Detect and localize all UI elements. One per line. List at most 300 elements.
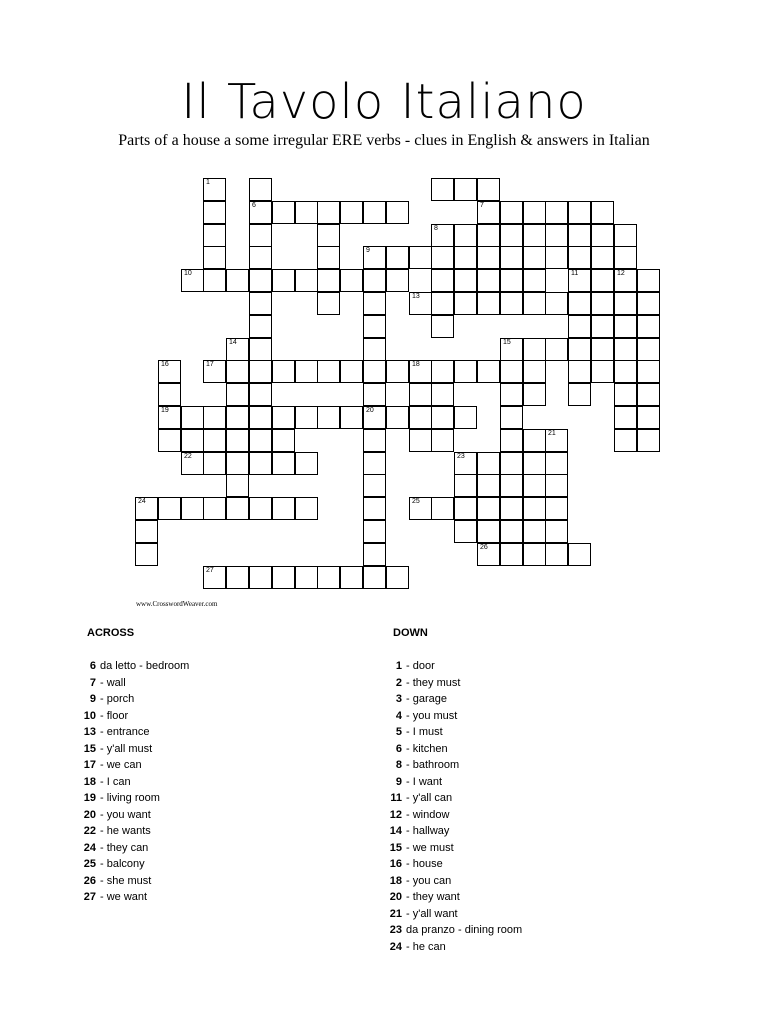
grid-cell[interactable] bbox=[523, 201, 546, 224]
grid-cell[interactable] bbox=[500, 497, 523, 520]
grid-cell[interactable] bbox=[226, 383, 249, 406]
grid-cell[interactable] bbox=[477, 246, 500, 269]
grid-cell[interactable] bbox=[614, 269, 637, 292]
grid-cell[interactable] bbox=[386, 246, 409, 269]
across-clue bbox=[76, 856, 189, 873]
clue-text: - hallway bbox=[406, 825, 450, 837]
grid-cell[interactable] bbox=[340, 406, 363, 429]
grid-cell[interactable] bbox=[477, 292, 500, 315]
grid-cell[interactable] bbox=[272, 406, 295, 429]
grid-cell[interactable] bbox=[203, 246, 226, 269]
grid-cell[interactable] bbox=[249, 201, 272, 224]
grid-cell[interactable] bbox=[386, 406, 409, 429]
clue-number: 20 bbox=[366, 407, 374, 414]
grid-cell[interactable] bbox=[135, 543, 158, 566]
grid-cell[interactable] bbox=[545, 429, 568, 452]
clue-text: da pranzo - dining room bbox=[406, 924, 523, 936]
clue-text: - floor bbox=[100, 709, 129, 722]
grid-cell[interactable] bbox=[272, 429, 295, 452]
clue-text: - I can bbox=[100, 775, 131, 788]
grid-cell[interactable] bbox=[226, 338, 249, 361]
grid-cell[interactable] bbox=[317, 360, 340, 383]
clue-num: 20 bbox=[83, 808, 96, 821]
grid-cell[interactable] bbox=[363, 406, 386, 429]
grid-cell[interactable] bbox=[614, 224, 637, 247]
clue-num: 16 bbox=[389, 858, 402, 870]
down-clue bbox=[382, 741, 522, 758]
clue-num: 7 bbox=[89, 676, 96, 689]
grid-cell[interactable] bbox=[523, 292, 546, 315]
clue-num: 20 bbox=[389, 891, 402, 903]
down-heading: DOWN bbox=[393, 627, 428, 639]
grid-cell[interactable] bbox=[272, 201, 295, 224]
grid-cell[interactable] bbox=[363, 338, 386, 361]
grid-cell[interactable] bbox=[500, 429, 523, 452]
clue-number: 1 bbox=[206, 179, 210, 186]
grid-cell[interactable] bbox=[568, 383, 591, 406]
grid-cell[interactable] bbox=[363, 543, 386, 566]
grid-cell[interactable] bbox=[614, 338, 637, 361]
grid-cell[interactable] bbox=[545, 201, 568, 224]
clue-num: 9 bbox=[89, 693, 96, 705]
clue-number: 17 bbox=[206, 361, 214, 368]
clue-text: - you can bbox=[406, 874, 452, 887]
grid-cell[interactable] bbox=[203, 452, 226, 475]
clue-number: 11 bbox=[571, 270, 579, 277]
grid-cell[interactable] bbox=[637, 406, 660, 429]
grid-cell[interactable] bbox=[637, 269, 660, 292]
grid-cell[interactable] bbox=[181, 452, 204, 475]
grid-cell[interactable] bbox=[477, 224, 500, 247]
grid-cell[interactable] bbox=[249, 246, 272, 269]
down-clue-list bbox=[382, 658, 522, 955]
grid-cell[interactable] bbox=[249, 497, 272, 520]
grid-cell[interactable] bbox=[477, 497, 500, 520]
clue-num: 11 bbox=[390, 792, 402, 804]
clue-num: 27 bbox=[83, 891, 96, 903]
grid-cell[interactable] bbox=[614, 383, 637, 406]
grid-cell[interactable] bbox=[545, 474, 568, 497]
grid-cell[interactable] bbox=[272, 360, 295, 383]
across-clue bbox=[76, 675, 189, 692]
grid-cell[interactable] bbox=[272, 566, 295, 589]
grid-cell[interactable] bbox=[158, 383, 181, 406]
grid-cell[interactable] bbox=[454, 269, 477, 292]
grid-cell[interactable] bbox=[386, 360, 409, 383]
clue-text: - balcony bbox=[100, 858, 145, 870]
across-clue bbox=[76, 840, 189, 857]
down-clue bbox=[382, 658, 522, 675]
grid-cell[interactable] bbox=[158, 429, 181, 452]
grid-cell[interactable] bbox=[226, 406, 249, 429]
clue-number: 15 bbox=[503, 339, 511, 346]
clue-text: - bathroom bbox=[406, 759, 460, 771]
grid-cell[interactable] bbox=[454, 360, 477, 383]
page-title: Il Tavolo Italiano bbox=[181, 74, 587, 130]
grid-cell[interactable] bbox=[591, 201, 614, 224]
across-clue bbox=[76, 757, 189, 774]
clue-num: 12 bbox=[389, 808, 402, 821]
grid-cell[interactable] bbox=[477, 543, 500, 566]
grid-cell[interactable] bbox=[363, 497, 386, 520]
grid-cell[interactable] bbox=[477, 452, 500, 475]
grid-cell[interactable] bbox=[340, 201, 363, 224]
grid-cell[interactable] bbox=[249, 406, 272, 429]
grid-cell[interactable] bbox=[295, 201, 318, 224]
grid-cell[interactable] bbox=[317, 201, 340, 224]
grid-cell[interactable] bbox=[158, 406, 181, 429]
clue-number: 8 bbox=[434, 225, 438, 232]
clue-text: da letto - bedroom bbox=[100, 660, 190, 672]
grid-cell[interactable] bbox=[203, 406, 226, 429]
grid-cell[interactable] bbox=[363, 383, 386, 406]
grid-cell[interactable] bbox=[135, 520, 158, 543]
grid-cell[interactable] bbox=[431, 292, 454, 315]
grid-cell[interactable] bbox=[500, 269, 523, 292]
grid-cell[interactable] bbox=[249, 224, 272, 247]
grid-cell[interactable] bbox=[363, 429, 386, 452]
across-clue bbox=[76, 889, 189, 906]
grid-cell[interactable] bbox=[454, 520, 477, 543]
clue-num: 6 bbox=[395, 742, 402, 755]
grid-cell[interactable] bbox=[249, 292, 272, 315]
grid-cell[interactable] bbox=[203, 429, 226, 452]
clue-text: - y'all want bbox=[406, 907, 458, 920]
grid-cell[interactable] bbox=[568, 360, 591, 383]
grid-cell[interactable] bbox=[568, 338, 591, 361]
across-clue bbox=[76, 708, 189, 725]
grid-cell[interactable] bbox=[637, 383, 660, 406]
grid-cell[interactable] bbox=[203, 566, 226, 589]
grid-cell[interactable] bbox=[181, 429, 204, 452]
credit-text: www.CrosswordWeaver.com bbox=[136, 600, 218, 608]
grid-cell[interactable] bbox=[226, 452, 249, 475]
clue-number: 27 bbox=[206, 567, 214, 574]
grid-cell[interactable] bbox=[249, 338, 272, 361]
grid-cell[interactable] bbox=[591, 338, 614, 361]
grid-cell[interactable] bbox=[181, 269, 204, 292]
grid-cell[interactable] bbox=[477, 520, 500, 543]
down-clue bbox=[382, 840, 522, 857]
clue-text: - I want bbox=[406, 775, 443, 788]
grid-cell[interactable] bbox=[568, 246, 591, 269]
grid-cell[interactable] bbox=[523, 383, 546, 406]
grid-cell[interactable] bbox=[523, 543, 546, 566]
grid-cell[interactable] bbox=[386, 566, 409, 589]
across-clue bbox=[76, 741, 189, 758]
grid-cell[interactable] bbox=[317, 566, 340, 589]
down-clue bbox=[382, 922, 522, 939]
grid-cell[interactable] bbox=[637, 292, 660, 315]
grid-cell[interactable] bbox=[523, 429, 546, 452]
across-clue bbox=[76, 658, 189, 675]
grid-cell[interactable] bbox=[226, 269, 249, 292]
grid-cell[interactable] bbox=[363, 246, 386, 269]
grid-cell[interactable] bbox=[454, 246, 477, 269]
grid-cell[interactable] bbox=[431, 383, 454, 406]
grid-cell[interactable] bbox=[500, 292, 523, 315]
grid-cell[interactable] bbox=[477, 360, 500, 383]
grid-cell[interactable] bbox=[295, 452, 318, 475]
clue-num: 1 bbox=[395, 660, 402, 672]
grid-cell[interactable] bbox=[317, 246, 340, 269]
clue-text: - y'all must bbox=[100, 742, 153, 755]
grid-cell[interactable] bbox=[363, 269, 386, 292]
grid-cell[interactable] bbox=[409, 497, 432, 520]
clue-text: - porch bbox=[100, 693, 135, 705]
clue-num: 25 bbox=[83, 858, 96, 870]
grid-cell[interactable] bbox=[568, 224, 591, 247]
grid-cell[interactable] bbox=[226, 474, 249, 497]
grid-cell[interactable] bbox=[454, 178, 477, 201]
grid-cell[interactable] bbox=[523, 246, 546, 269]
grid-cell[interactable] bbox=[500, 406, 523, 429]
grid-cell[interactable] bbox=[203, 178, 226, 201]
grid-cell[interactable] bbox=[409, 429, 432, 452]
grid-cell[interactable] bbox=[614, 315, 637, 338]
grid-cell[interactable] bbox=[226, 566, 249, 589]
grid-cell[interactable] bbox=[545, 543, 568, 566]
clue-num: 4 bbox=[395, 709, 402, 722]
grid-cell[interactable] bbox=[614, 246, 637, 269]
clue-text: - door bbox=[406, 660, 435, 672]
grid-cell[interactable] bbox=[523, 520, 546, 543]
grid-cell[interactable] bbox=[523, 497, 546, 520]
grid-cell[interactable] bbox=[431, 315, 454, 338]
grid-cell[interactable] bbox=[295, 566, 318, 589]
grid-cell[interactable] bbox=[568, 269, 591, 292]
grid-cell[interactable] bbox=[431, 406, 454, 429]
grid-cell[interactable] bbox=[545, 292, 568, 315]
grid-cell[interactable] bbox=[523, 452, 546, 475]
grid-cell[interactable] bbox=[431, 360, 454, 383]
grid-cell[interactable] bbox=[614, 360, 637, 383]
grid-cell[interactable] bbox=[181, 497, 204, 520]
grid-cell[interactable] bbox=[317, 224, 340, 247]
grid-cell[interactable] bbox=[568, 201, 591, 224]
clue-num: 24 bbox=[389, 940, 402, 953]
grid-cell[interactable] bbox=[272, 497, 295, 520]
grid-cell[interactable] bbox=[363, 474, 386, 497]
clue-text: - they want bbox=[406, 891, 460, 903]
grid-cell[interactable] bbox=[386, 269, 409, 292]
grid-cell[interactable] bbox=[409, 360, 432, 383]
grid-cell[interactable] bbox=[591, 292, 614, 315]
grid-cell[interactable] bbox=[637, 338, 660, 361]
grid-cell[interactable] bbox=[431, 429, 454, 452]
grid-cell[interactable] bbox=[591, 360, 614, 383]
grid-cell[interactable] bbox=[249, 452, 272, 475]
grid-cell[interactable] bbox=[454, 224, 477, 247]
grid-cell[interactable] bbox=[317, 292, 340, 315]
grid-cell[interactable] bbox=[249, 429, 272, 452]
clue-text: - house bbox=[406, 858, 443, 870]
grid-cell[interactable] bbox=[500, 246, 523, 269]
grid-cell[interactable] bbox=[431, 497, 454, 520]
grid-cell[interactable] bbox=[272, 452, 295, 475]
grid-cell[interactable] bbox=[158, 360, 181, 383]
grid-cell[interactable] bbox=[363, 360, 386, 383]
grid-cell[interactable] bbox=[523, 269, 546, 292]
across-clue bbox=[76, 807, 189, 824]
grid-cell[interactable] bbox=[249, 269, 272, 292]
grid-cell[interactable] bbox=[317, 269, 340, 292]
grid-cell[interactable] bbox=[409, 406, 432, 429]
grid-cell[interactable] bbox=[454, 292, 477, 315]
clue-text: - they must bbox=[406, 676, 461, 689]
grid-cell[interactable] bbox=[500, 452, 523, 475]
grid-cell[interactable] bbox=[317, 406, 340, 429]
grid-cell[interactable] bbox=[500, 474, 523, 497]
grid-cell[interactable] bbox=[295, 406, 318, 429]
grid-cell[interactable] bbox=[431, 246, 454, 269]
grid-cell[interactable] bbox=[591, 315, 614, 338]
clue-number: 14 bbox=[229, 339, 237, 346]
clue-text: - he wants bbox=[100, 825, 151, 837]
grid-cell[interactable] bbox=[637, 360, 660, 383]
across-clue bbox=[76, 774, 189, 791]
grid-cell[interactable] bbox=[226, 360, 249, 383]
grid-cell[interactable] bbox=[477, 178, 500, 201]
grid-cell[interactable] bbox=[591, 224, 614, 247]
clue-number: 21 bbox=[548, 430, 556, 437]
grid-cell[interactable] bbox=[545, 246, 568, 269]
grid-cell[interactable] bbox=[363, 315, 386, 338]
clue-number: 13 bbox=[412, 293, 420, 300]
grid-cell[interactable] bbox=[272, 269, 295, 292]
grid-cell[interactable] bbox=[363, 520, 386, 543]
grid-cell[interactable] bbox=[431, 269, 454, 292]
clue-number: 18 bbox=[412, 361, 420, 368]
down-clue bbox=[382, 774, 522, 791]
clue-num: 6 bbox=[89, 660, 96, 672]
grid-cell[interactable] bbox=[500, 338, 523, 361]
clue-text: - kitchen bbox=[406, 742, 448, 755]
grid-cell[interactable] bbox=[431, 178, 454, 201]
clue-num: 9 bbox=[395, 775, 402, 788]
clue-num: 26 bbox=[83, 874, 96, 887]
grid-cell[interactable] bbox=[454, 497, 477, 520]
grid-cell[interactable] bbox=[431, 224, 454, 247]
across-clue bbox=[76, 790, 189, 807]
grid-cell[interactable] bbox=[203, 224, 226, 247]
grid-cell[interactable] bbox=[477, 269, 500, 292]
grid-cell[interactable] bbox=[500, 201, 523, 224]
grid-cell[interactable] bbox=[545, 224, 568, 247]
grid-cell[interactable] bbox=[409, 383, 432, 406]
grid-cell[interactable] bbox=[500, 360, 523, 383]
grid-cell[interactable] bbox=[454, 452, 477, 475]
grid-cell[interactable] bbox=[500, 224, 523, 247]
grid-cell[interactable] bbox=[249, 315, 272, 338]
clue-text: - garage bbox=[406, 693, 447, 705]
grid-cell[interactable] bbox=[614, 429, 637, 452]
clue-text: - you want bbox=[100, 808, 151, 821]
across-clue bbox=[76, 823, 189, 840]
grid-cell[interactable] bbox=[545, 520, 568, 543]
grid-cell[interactable] bbox=[545, 452, 568, 475]
clue-num: 22 bbox=[83, 825, 96, 837]
grid-cell[interactable] bbox=[614, 292, 637, 315]
grid-cell[interactable] bbox=[203, 269, 226, 292]
grid-cell[interactable] bbox=[477, 201, 500, 224]
grid-cell[interactable] bbox=[363, 452, 386, 475]
grid-cell[interactable] bbox=[340, 566, 363, 589]
grid-cell[interactable] bbox=[363, 566, 386, 589]
grid-cell[interactable] bbox=[226, 429, 249, 452]
grid-cell[interactable] bbox=[637, 429, 660, 452]
clue-number: 16 bbox=[161, 361, 169, 368]
down-clue bbox=[382, 807, 522, 824]
clue-number: 6 bbox=[252, 202, 256, 209]
grid-cell[interactable] bbox=[523, 338, 546, 361]
clue-num: 15 bbox=[83, 742, 96, 755]
grid-cell[interactable] bbox=[477, 474, 500, 497]
grid-cell[interactable] bbox=[523, 474, 546, 497]
grid-cell[interactable] bbox=[386, 201, 409, 224]
grid-cell[interactable] bbox=[568, 543, 591, 566]
grid-cell[interactable] bbox=[249, 566, 272, 589]
grid-cell[interactable] bbox=[249, 383, 272, 406]
clue-text: - window bbox=[406, 808, 450, 821]
grid-cell[interactable] bbox=[249, 178, 272, 201]
grid-cell[interactable] bbox=[135, 497, 158, 520]
grid-cell[interactable] bbox=[409, 246, 432, 269]
grid-cell[interactable] bbox=[203, 497, 226, 520]
clue-text: - I must bbox=[406, 726, 443, 738]
grid-cell[interactable] bbox=[249, 360, 272, 383]
across-clue bbox=[76, 873, 189, 890]
grid-cell[interactable] bbox=[591, 269, 614, 292]
grid-cell[interactable] bbox=[181, 406, 204, 429]
grid-cell[interactable] bbox=[545, 497, 568, 520]
clue-text: - they can bbox=[100, 841, 149, 854]
grid-cell[interactable] bbox=[523, 360, 546, 383]
grid-cell[interactable] bbox=[614, 406, 637, 429]
grid-cell[interactable] bbox=[295, 360, 318, 383]
clue-number: 19 bbox=[161, 407, 169, 414]
grid-cell[interactable] bbox=[363, 292, 386, 315]
grid-cell[interactable] bbox=[591, 246, 614, 269]
grid-cell[interactable] bbox=[545, 338, 568, 361]
grid-cell[interactable] bbox=[203, 201, 226, 224]
grid-cell[interactable] bbox=[158, 497, 181, 520]
grid-cell[interactable] bbox=[637, 315, 660, 338]
grid-cell[interactable] bbox=[454, 406, 477, 429]
grid-cell[interactable] bbox=[523, 224, 546, 247]
clue-number: 10 bbox=[184, 270, 192, 277]
grid-cell[interactable] bbox=[568, 315, 591, 338]
grid-cell[interactable] bbox=[340, 360, 363, 383]
grid-cell[interactable] bbox=[500, 383, 523, 406]
clue-num: 18 bbox=[83, 775, 96, 788]
down-clue bbox=[382, 757, 522, 774]
clue-text: - we must bbox=[406, 841, 454, 854]
grid-cell[interactable] bbox=[340, 269, 363, 292]
down-clue bbox=[382, 790, 522, 807]
grid-cell[interactable] bbox=[500, 520, 523, 543]
clue-number: 22 bbox=[184, 453, 192, 460]
grid-cell[interactable] bbox=[568, 292, 591, 315]
grid-cell[interactable] bbox=[203, 360, 226, 383]
grid-cell[interactable] bbox=[226, 497, 249, 520]
grid-cell[interactable] bbox=[295, 497, 318, 520]
grid-cell[interactable] bbox=[363, 201, 386, 224]
grid-cell[interactable] bbox=[500, 543, 523, 566]
grid-cell[interactable] bbox=[409, 292, 432, 315]
grid-cell[interactable] bbox=[454, 474, 477, 497]
grid-cell[interactable] bbox=[295, 269, 318, 292]
